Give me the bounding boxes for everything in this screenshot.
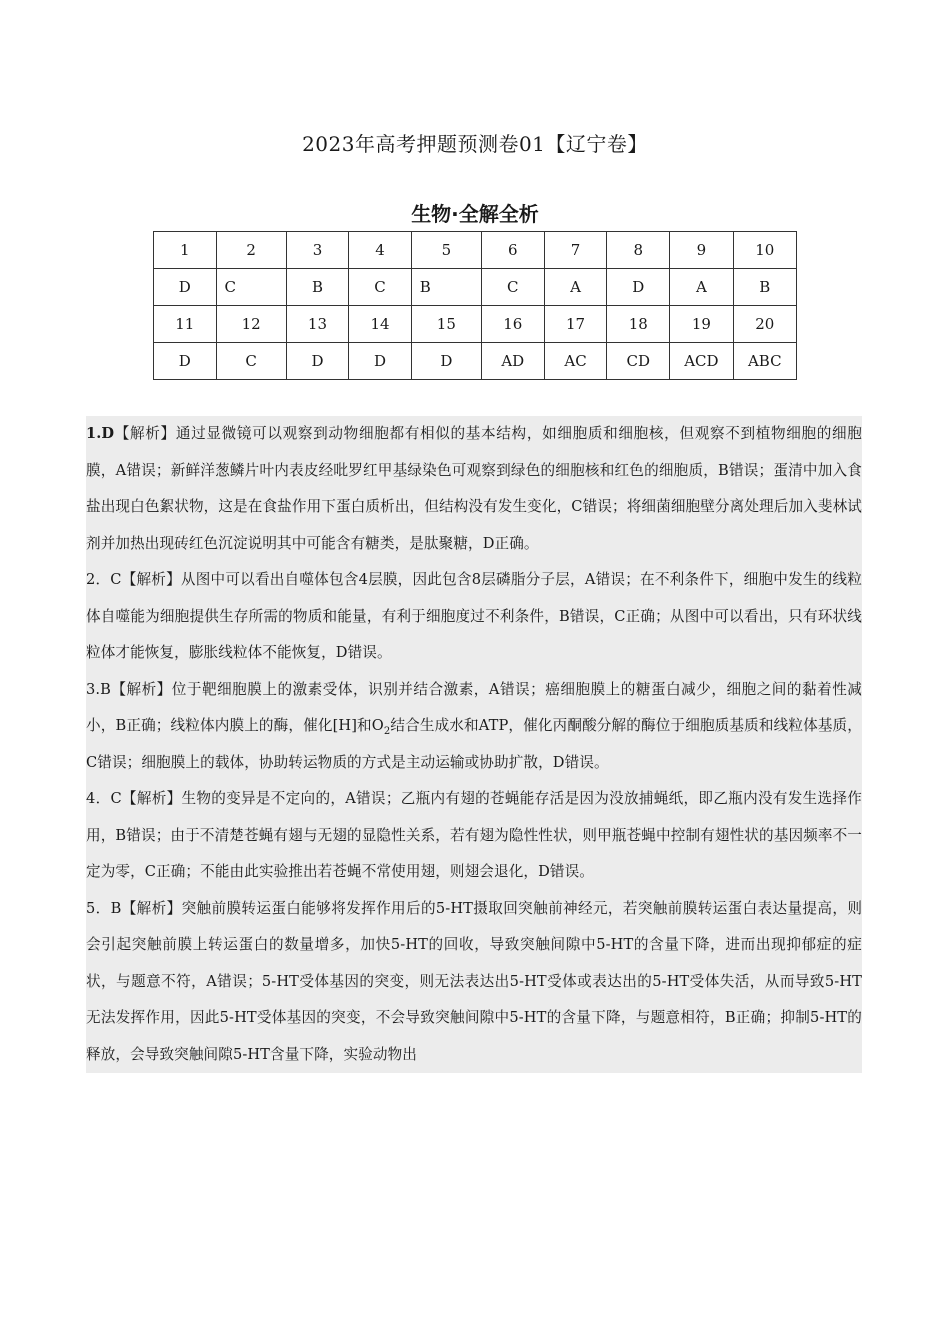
page-subtitle: 生物·全解全析 — [411, 202, 539, 226]
answer-table-cell: 1 — [154, 232, 217, 269]
analysis-text: 【解析】生物的变异是不定向的，A错误；乙瓶内有翅的苍蝇能存活是因为没放捕蝇纸，即乙瓶内没有发生选择作用，B错误；由于不清楚苍蝇有翅与无翅的显隐性关系，若有翅为隐性性状，则甲瓶苍蝇中控制有翅性状的基因频率不一定为零，C正确；不能由此实验推出若苍蝇不常使用翅，则翅会退化，D错误。 — [86, 790, 862, 880]
analysis-text: 【解析】突触前膜转运蛋白能够将发挥作用后的5-HT摄取回突触前神经元，若突触前膜转运蛋白表达量提高，则会引起突触前膜上转运蛋白的数量增多，加快5-HT的回收，导致突触间隙中5-HT的含量下降，进而出现抑郁症的症状，与题意不符，A错误；5-HT受体基因的突变，则无法表达出5-HT受体或表达出的5-HT受体失活，从而导致5-HT无法发挥作用，因此5-HT受体基因的突变，不会导致突触间隙中5-HT的含量下降，与题意相符，B正确；抑制5-HT的释放，会导致突触间隙5-HT含量下降，实验动物出 — [86, 899, 863, 1063]
answer-table-cell: ABC — [733, 343, 796, 380]
analysis-q3 — [86, 672, 862, 782]
answer-table-cell: 12 — [216, 306, 286, 343]
answer-table-cell: 15 — [411, 306, 481, 343]
answer-table-cell: 20 — [733, 306, 796, 343]
answer-table-cell: B — [411, 269, 481, 306]
analysis-q1 — [86, 416, 862, 562]
answer-table-cell: 7 — [544, 232, 607, 269]
answer-table-cell: 3 — [286, 232, 349, 269]
answer-table-cell: D — [607, 269, 670, 306]
question-number: 4．C — [86, 790, 122, 807]
subscript: 2 — [383, 725, 391, 737]
answer-table-cell: CD — [607, 343, 670, 380]
page-title: 2023年高考押题预测卷01【辽宁卷】 — [302, 132, 648, 156]
answer-table-cell: 6 — [481, 232, 544, 269]
answer-table-cell: 16 — [481, 306, 544, 343]
analysis-section — [86, 416, 862, 1073]
answer-table-cell: C — [216, 343, 286, 380]
answer-table-cell: C — [349, 269, 412, 306]
answer-table-cell: C — [216, 269, 286, 306]
answer-table-cell: 13 — [286, 306, 349, 343]
answer-table-row — [154, 232, 797, 269]
answer-table-cell: B — [733, 269, 796, 306]
question-number: 3.B — [86, 680, 111, 698]
analysis-text: 【解析】从图中可以看出自噬体包含4层膜，因此包含8层磷脂分子层，A错误；在不利条件下，细胞中发生的线粒体自噬能为细胞提供生存所需的物质和能量，有利于细胞度过不利条件，B错误，C正确；从图中可以看出，只有环状线粒体才能恢复，膨胀线粒体不能恢复，D错误。 — [86, 571, 862, 661]
answer-table-cell: 8 — [607, 232, 670, 269]
answer-table-cell: 9 — [670, 232, 733, 269]
answer-table-cell: A — [670, 269, 733, 306]
analysis-text: 【解析】通过显微镜可以观察到动物细胞都有相似的基本结构，如细胞质和细胞核，但观察不到植物细胞的细胞膜，A错误；新鲜洋葱鳞片叶内表皮经吡罗红甲基绿染色可观察到绿色的细胞核和红色的细胞质，B错误；蛋清中加入食盐出现白色絮状物，这是在食盐作用下蛋白质析出，但结构没有发生变化，C错误；将细菌细胞壁分离处理后加入斐林试剂并加热出现砖红色沉淀说明其中可能含有糖类，是肽聚糖，D正确。 — [86, 425, 862, 552]
analysis-text: 【解析】位于靶细胞膜上的激素受体，识别并结合激素，A错误；癌细胞膜上的糖蛋白减少，细胞之间的黏着性减小，B正确；线粒体内膜上的酶，催化[H]和O — [86, 680, 862, 734]
answer-table-cell: 19 — [670, 306, 733, 343]
answer-table-cell: AC — [544, 343, 607, 380]
answer-table-cell: ACD — [670, 343, 733, 380]
answer-table-cell: D — [154, 343, 217, 380]
answer-table — [153, 231, 797, 380]
question-number: 1.D — [86, 425, 115, 442]
analysis-text: 结合生成水和ATP，催化丙酮酸分解的酶位于细胞质基质和线粒体基质，C错误；细胞膜上的载体，协助转运物质的方式是主动运输或协助扩散，D错误。 — [86, 717, 862, 771]
answer-table-row — [154, 306, 797, 343]
answer-table-cell: 10 — [733, 232, 796, 269]
answer-table-cell: D — [154, 269, 217, 306]
answer-table-row — [154, 343, 797, 380]
answer-table-cell: 5 — [411, 232, 481, 269]
question-number: 2．C — [86, 571, 122, 588]
answer-table-cell: 4 — [349, 232, 412, 269]
answer-table-cell: D — [411, 343, 481, 380]
answer-table-cell: AD — [481, 343, 544, 380]
question-number: 5．B — [86, 899, 122, 917]
answer-table-cell: 17 — [544, 306, 607, 343]
answer-table-cell: C — [481, 269, 544, 306]
answer-table-cell: D — [286, 343, 349, 380]
analysis-q4 — [86, 781, 862, 891]
answer-table-cell: B — [286, 269, 349, 306]
answer-table-cell: 14 — [349, 306, 412, 343]
answer-table-cell: A — [544, 269, 607, 306]
analysis-q2 — [86, 562, 862, 672]
answer-table-cell: 11 — [154, 306, 217, 343]
analysis-q5 — [86, 891, 862, 1074]
answer-table-cell: 2 — [216, 232, 286, 269]
answer-table-cell: D — [349, 343, 412, 380]
answer-table-row — [154, 269, 797, 306]
answer-table-cell: 18 — [607, 306, 670, 343]
